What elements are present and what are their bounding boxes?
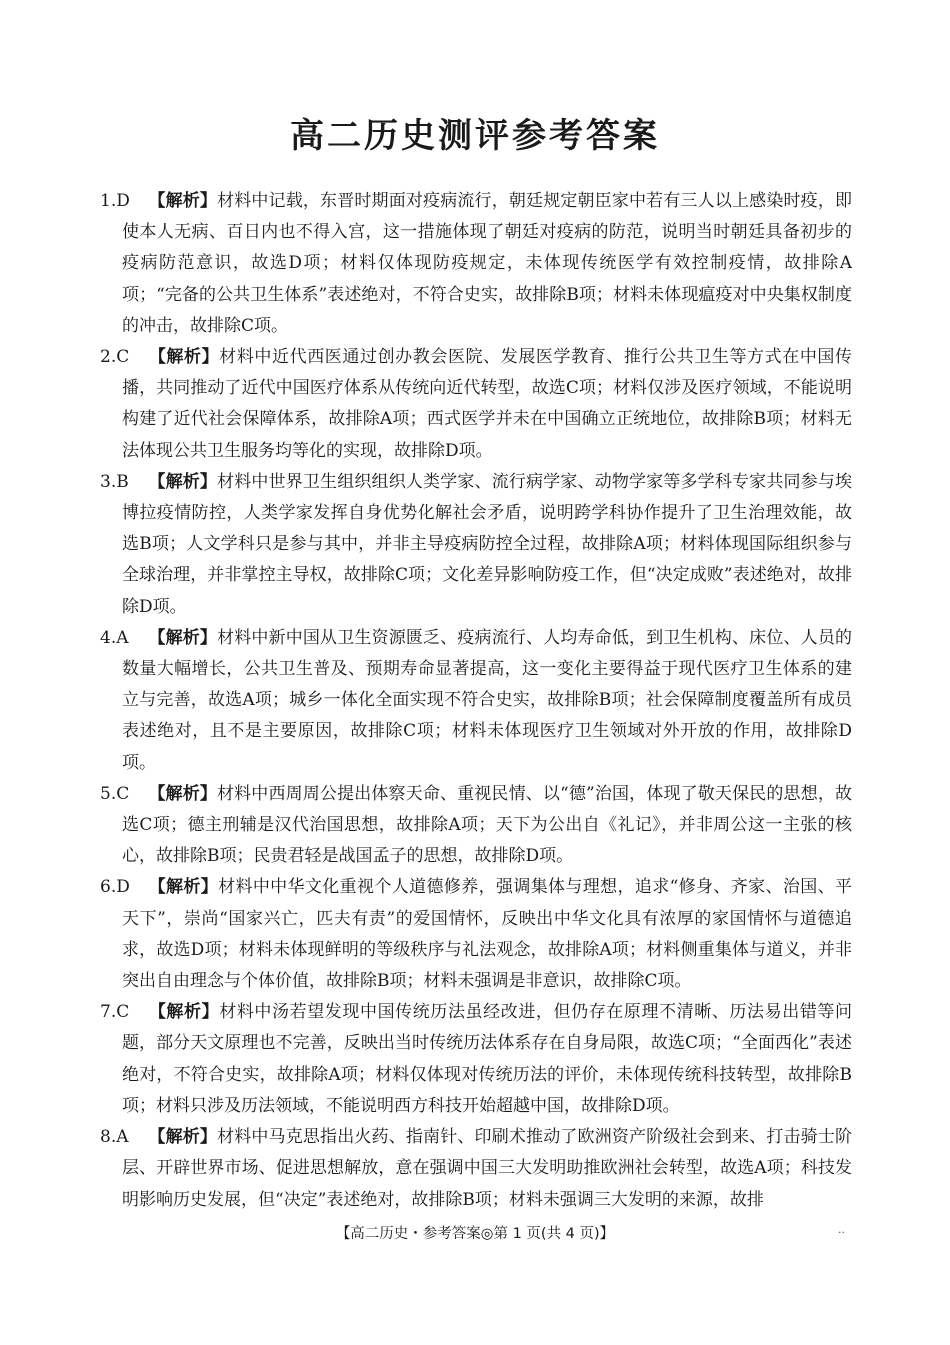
item-number: 7. [100,1002,117,1023]
analysis-tag: 【解析】 [148,877,219,898]
item-explanation: 材料中新中国从卫生资源匮乏、疫病流行、人均寿命低，到卫生机构、床位、人员的数量大幅增长，公共卫生普及、预期寿命显著提高，这一变化主要得益于现代医疗卫生体系的建立与完善，故选A项；城乡一体化全面实现不符合史实，故排除B项；社会保障制度覆盖所有成员表述绝对，且不是主要原因，故排除C项；材料未体现医疗卫生领域对外开放的作用，故排除D项。 [122,627,853,773]
item-number: 2. [100,347,117,368]
page-title: 高二历史测评参考答案 [290,116,660,156]
page-footer: 【高二历史・参考答案◎第 1 页(共 4 页)】 [335,1226,615,1242]
item-number: 1. [100,191,117,211]
answer-item-3 [100,467,852,623]
item-explanation: 材料中中华文化重视个人道德修养，强调集体与理想，追求“修身、齐家、治国、平天下”，崇尚“国家兴亡，匹夫有责”的爱国情怀，反映出中华文化具有浓厚的家国情怀与道德追求，故选D项；材料未体现鲜明的等级秩序与礼法观念，故排除A项；材料侧重集体与道义，并非突出自由理念与个体价值，故排除B项；材料未强调是非意识，故排除C项。 [122,877,852,992]
item-answer: D [116,877,130,898]
item-explanation: 材料中记载，东晋时期面对疫病流行，朝廷规定朝臣家中若有三人以上感染时疫，即使本人无病、百日内也不得入宫，这一措施体现了朝廷对疫病的防范，说明当时朝廷具备初步的疫病防范意识，故选D项；材料仅体现防疫规定，未体现传统医学有效控制疫情，故排除A项；“完备的公共卫生体系”表述绝对，不符合史实，故排除B项；材料未体现瘟疫对中央集权制度的冲击，故排除C项。 [122,191,853,336]
item-answer: C [116,783,130,804]
analysis-tag: 【解析】 [148,1127,218,1148]
item-number: 3. [100,471,117,492]
item-answer: D [116,191,130,211]
item-answer: A [116,1127,129,1148]
answer-item-8 [100,1122,852,1216]
answer-list [100,186,852,1216]
corner-mark: ·· [838,1226,845,1239]
answer-item-5 [100,779,852,873]
answer-item-6 [100,872,852,997]
item-number: 4. [100,627,117,648]
item-number: 5. [100,783,117,804]
analysis-tag: 【解析】 [148,783,217,804]
item-explanation: 材料中世界卫生组织组织人类学家、流行病学家、动物学家等多学科专家共同参与埃博拉疫情防控，人类学家发挥自身优势化解社会矛盾，说明跨学科协作提升了卫生治理效能，故选B项；人文学科只是参与其中，并非主导疫病防控全过程，故排除A项；材料体现国际组织参与全球治理，并非掌控主导权，故排除C项；文化差异影响防疫工作，但“决定成败”表述绝对，故排除D项。 [122,471,853,617]
analysis-tag: 【解析】 [148,1002,220,1023]
answer-item-2 [100,342,852,467]
analysis-tag: 【解析】 [148,347,220,368]
answer-item-1 [100,186,852,342]
item-explanation: 材料中汤若望发现中国传统历法虽经改进，但仍存在原理不清晰、历法易出错等问题，部分天文原理也不完善，反映出当时传统历法体系存在自身局限，故选C项；“全面西化”表述绝对，不符合史实，故排除A项；材料仅体现对传统历法的评价，未体现传统科技转型，故排除B项；材料只涉及历法领域，不能说明西方科技开始超越中国，故排除D项。 [122,1002,853,1116]
item-explanation: 材料中马克思指出火药、指南针、印刷术推动了欧洲资产阶级社会到来、打击骑士阶层、开辟世界市场、促进思想解放，意在强调中国三大发明助推欧洲社会转型，故选A项；科技发明影响历史发展，但“决定”表述绝对，故排除B项；材料未强调三大发明的来源，故排 [122,1127,853,1210]
item-answer: B [116,471,129,492]
item-explanation: 材料中西周周公提出体察天命、重视民情、以“德”治国，体现了敬天保民的思想，故选C项；德主刑辅是汉代治国思想，故排除A项；天下为公出自《礼记》，并非周公这一主张的核心，故排除B项；民贵君轻是战国孟子的思想，故排除D项。 [122,783,852,867]
item-number: 6. [100,877,117,898]
answer-item-4 [100,623,852,779]
answer-item-7 [100,997,852,1122]
item-explanation: 材料中近代西医通过创办教会医院、发展医学教育、推行公共卫生等方式在中国传播，共同推动了近代中国医疗体系从传统向近代转型，故选C项；材料仅涉及医疗领域，不能说明构建了近代社会保障体系，故排除A项；西式医学并未在中国确立正统地位，故排除B项；材料无法体现公共卫生服务均等化的实现，故排除D项。 [122,347,853,461]
analysis-tag: 【解析】 [148,191,218,211]
item-answer: C [116,1002,130,1023]
item-answer: C [116,347,130,368]
analysis-tag: 【解析】 [148,627,218,648]
analysis-tag: 【解析】 [148,471,218,492]
item-answer: A [116,627,129,648]
item-number: 8. [100,1127,117,1148]
